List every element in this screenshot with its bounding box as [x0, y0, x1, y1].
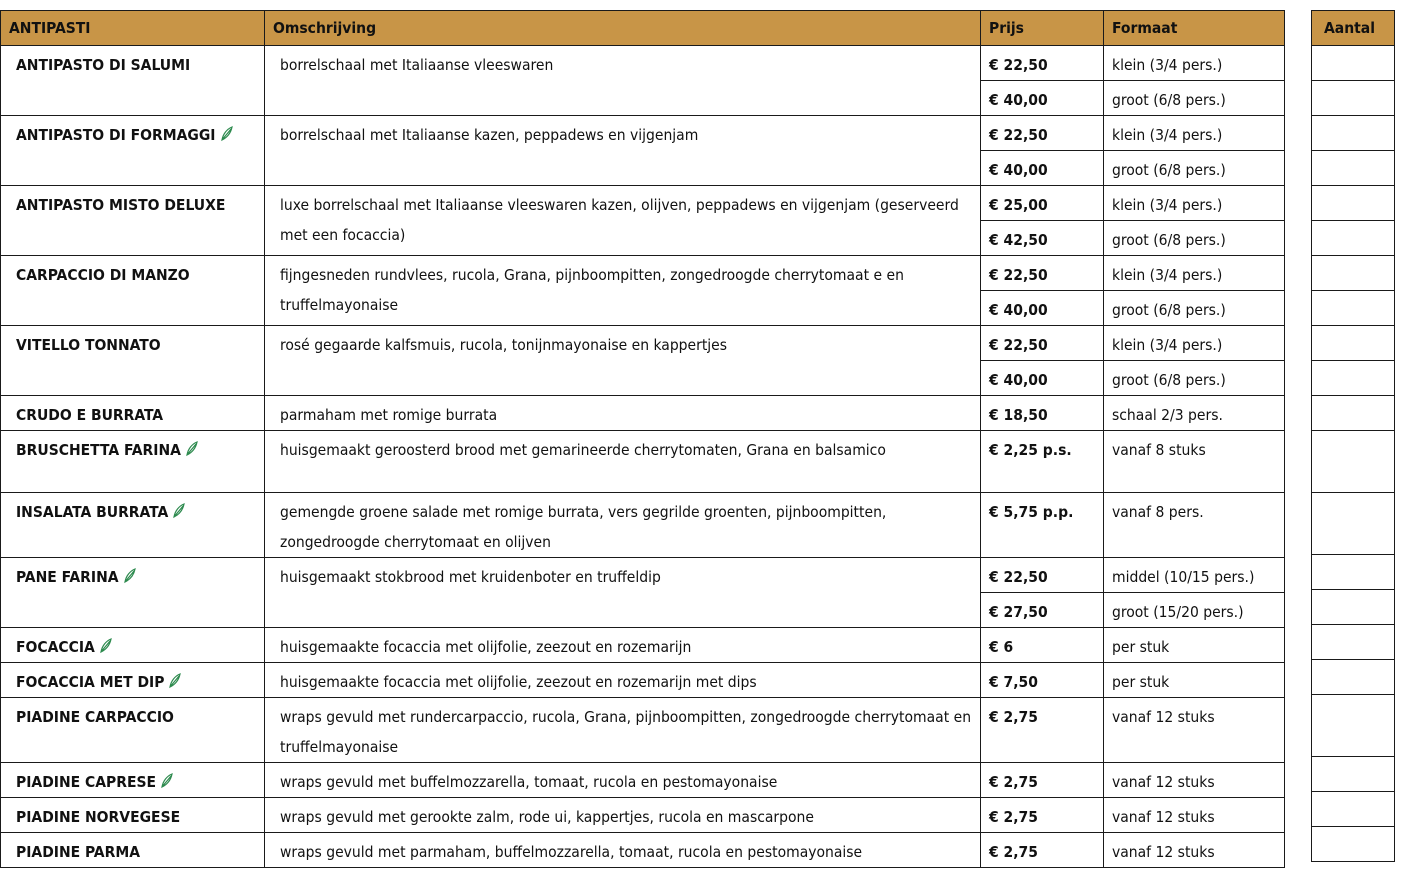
item-size: vanaf 12 stuks [1104, 763, 1285, 798]
header-row [1, 11, 1285, 46]
item-size: klein (3/4 pers.) [1104, 186, 1285, 221]
item-size: vanaf 8 stuks [1104, 431, 1285, 493]
item-name-cell [1, 763, 265, 798]
leaf-icon [168, 673, 182, 691]
item-size: groot (6/8 pers.) [1104, 291, 1285, 326]
item-name: PIADINE NORVEGESE [16, 808, 181, 826]
item-description: huisgemaakt stokbrood met kruidenboter en truffeldip [265, 558, 981, 628]
table-row [1, 763, 1285, 798]
item-description: huisgemaakte focaccia met olijfolie, zeezout en rozemarijn [265, 628, 981, 663]
quantity-cell[interactable] [1312, 493, 1395, 555]
item-price: € 42,50 [981, 221, 1104, 256]
item-price: € 2,75 [981, 698, 1104, 763]
quantity-row [1312, 291, 1395, 326]
quantity-cell[interactable] [1312, 625, 1395, 660]
item-size: middel (10/15 pers.) [1104, 558, 1285, 593]
quantity-row [1312, 46, 1395, 81]
item-description: gemengde groene salade met romige burrata, vers gegrilde groenten, pijnboompitten, zongedroogde cherrytomaat en olijven [265, 493, 981, 558]
leaf-icon [172, 503, 186, 521]
item-name-cell [1, 396, 265, 431]
quantity-cell[interactable] [1312, 396, 1395, 431]
quantity-cell[interactable] [1312, 46, 1395, 81]
item-name-cell [1, 186, 265, 256]
quantity-row [1312, 827, 1395, 862]
item-price: € 7,50 [981, 663, 1104, 698]
item-name: PIADINE CARPACCIO [16, 708, 174, 726]
table-row [1, 396, 1285, 431]
item-price: € 2,75 [981, 798, 1104, 833]
item-name-cell [1, 833, 265, 868]
quantity-cell[interactable] [1312, 221, 1395, 256]
item-name: CRUDO E BURRATA [16, 406, 164, 424]
quantity-header-row [1312, 11, 1395, 46]
table-row [1, 326, 1285, 361]
item-name-cell [1, 558, 265, 628]
quantity-cell[interactable] [1312, 792, 1395, 827]
item-description: borrelschaal met Italiaanse kazen, peppadews en vijgenjam [265, 116, 981, 186]
item-description: borrelschaal met Italiaanse vleeswaren [265, 46, 981, 116]
quantity-cell[interactable] [1312, 555, 1395, 590]
quantity-cell[interactable] [1312, 590, 1395, 625]
quantity-row [1312, 396, 1395, 431]
quantity-cell[interactable] [1312, 660, 1395, 695]
item-name: BRUSCHETTA FARINA [16, 441, 181, 459]
item-name: ANTIPASTO MISTO DELUXE [16, 196, 226, 214]
quantity-row [1312, 757, 1395, 792]
quantity-cell[interactable] [1312, 757, 1395, 792]
header-size: Formaat [1104, 11, 1285, 46]
quantity-cell[interactable] [1312, 256, 1395, 291]
header-name: ANTIPASTI [1, 11, 265, 46]
table-row [1, 798, 1285, 833]
leaf-icon [160, 773, 174, 791]
item-name-cell [1, 628, 265, 663]
item-size: per stuk [1104, 628, 1285, 663]
header-description: Omschrijving [265, 11, 981, 46]
item-description: parmaham met romige burrata [265, 396, 981, 431]
item-description: huisgemaakt geroosterd brood met gemarineerde cherrytomaten, Grana en balsamico [265, 431, 981, 493]
item-price: € 18,50 [981, 396, 1104, 431]
quantity-cell[interactable] [1312, 151, 1395, 186]
item-name: VITELLO TONNATO [16, 336, 161, 354]
item-price: € 25,00 [981, 186, 1104, 221]
leaf-icon [220, 126, 234, 144]
item-description: wraps gevuld met gerookte zalm, rode ui, kappertjes, rucola en mascarpone [265, 798, 981, 833]
item-description: wraps gevuld met parmaham, buffelmozzarella, tomaat, rucola en pestomayonaise [265, 833, 981, 868]
item-name-cell [1, 326, 265, 396]
quantity-row [1312, 493, 1395, 555]
item-price: € 22,50 [981, 558, 1104, 593]
item-description: huisgemaakte focaccia met olijfolie, zeezout en rozemarijn met dips [265, 663, 981, 698]
item-name-cell [1, 46, 265, 116]
item-description: wraps gevuld met buffelmozzarella, tomaat, rucola en pestomayonaise [265, 763, 981, 798]
item-name-cell [1, 698, 265, 763]
header-quantity: Aantal [1312, 11, 1395, 46]
item-name: FOCACCIA [16, 638, 95, 656]
item-price: € 40,00 [981, 291, 1104, 326]
item-price: € 2,75 [981, 763, 1104, 798]
item-size: vanaf 12 stuks [1104, 798, 1285, 833]
quantity-row [1312, 326, 1395, 361]
quantity-cell[interactable] [1312, 361, 1395, 396]
quantity-row [1312, 116, 1395, 151]
item-name-cell [1, 663, 265, 698]
quantity-row [1312, 695, 1395, 757]
quantity-cell[interactable] [1312, 695, 1395, 757]
item-price: € 5,75 p.p. [981, 493, 1104, 558]
quantity-row [1312, 151, 1395, 186]
table-row [1, 493, 1285, 558]
item-price: € 22,50 [981, 256, 1104, 291]
item-price: € 40,00 [981, 151, 1104, 186]
item-name: FOCACCIA MET DIP [16, 673, 165, 691]
table-row [1, 558, 1285, 593]
item-name: ANTIPASTO DI SALUMI [16, 56, 191, 74]
quantity-cell[interactable] [1312, 81, 1395, 116]
quantity-row [1312, 625, 1395, 660]
quantity-row [1312, 792, 1395, 827]
item-size: vanaf 8 pers. [1104, 493, 1285, 558]
item-name: ANTIPASTO DI FORMAGGI [16, 126, 216, 144]
quantity-row [1312, 431, 1395, 493]
quantity-row [1312, 256, 1395, 291]
quantity-row [1312, 555, 1395, 590]
item-size: per stuk [1104, 663, 1285, 698]
item-price: € 6 [981, 628, 1104, 663]
item-price: € 2,75 [981, 833, 1104, 868]
item-price: € 22,50 [981, 116, 1104, 151]
quantity-cell[interactable] [1312, 186, 1395, 221]
table-row [1, 186, 1285, 221]
header-price: Prijs [981, 11, 1104, 46]
item-price: € 22,50 [981, 326, 1104, 361]
item-price: € 40,00 [981, 361, 1104, 396]
item-size: schaal 2/3 pers. [1104, 396, 1285, 431]
quantity-row [1312, 590, 1395, 625]
table-row [1, 833, 1285, 868]
item-description: fijngesneden rundvlees, rucola, Grana, pijnboompitten, zongedroogde cherrytomaat e en truffelmayonaise [265, 256, 981, 326]
item-price: € 27,50 [981, 593, 1104, 628]
item-name-cell [1, 256, 265, 326]
item-description: luxe borrelschaal met Italiaanse vleeswaren kazen, olijven, peppadews en vijgenjam (geserveerd met een focaccia) [265, 186, 981, 256]
item-name-cell [1, 493, 265, 558]
item-price: € 22,50 [981, 46, 1104, 81]
item-name: CARPACCIO DI MANZO [16, 266, 190, 284]
item-description: rosé gegaarde kalfsmuis, rucola, tonijnmayonaise en kappertjes [265, 326, 981, 396]
quantity-row [1312, 221, 1395, 256]
item-size: groot (15/20 pers.) [1104, 593, 1285, 628]
item-size: klein (3/4 pers.) [1104, 256, 1285, 291]
quantity-cell[interactable] [1312, 116, 1395, 151]
item-size: klein (3/4 pers.) [1104, 326, 1285, 361]
table-row [1, 628, 1285, 663]
quantity-cell[interactable] [1312, 827, 1395, 862]
item-name: PIADINE PARMA [16, 843, 141, 861]
quantity-table [1311, 10, 1395, 862]
table-row [1, 256, 1285, 291]
table-row [1, 698, 1285, 763]
quantity-row [1312, 81, 1395, 116]
item-price: € 40,00 [981, 81, 1104, 116]
item-price: € 2,25 p.s. [981, 431, 1104, 493]
leaf-icon [185, 441, 199, 459]
table-row [1, 431, 1285, 493]
item-name-cell [1, 798, 265, 833]
item-description: wraps gevuld met rundercarpaccio, rucola, Grana, pijnboompitten, zongedroogde cherrytomaat en truffelmayonaise [265, 698, 981, 763]
item-size: groot (6/8 pers.) [1104, 361, 1285, 396]
quantity-cell[interactable] [1312, 431, 1395, 493]
item-size: vanaf 12 stuks [1104, 833, 1285, 868]
item-name-cell [1, 431, 265, 493]
item-size: groot (6/8 pers.) [1104, 81, 1285, 116]
leaf-icon [99, 638, 113, 656]
item-size: groot (6/8 pers.) [1104, 151, 1285, 186]
quantity-row [1312, 660, 1395, 695]
quantity-row [1312, 361, 1395, 396]
item-name: PANE FARINA [16, 568, 119, 586]
menu-table [0, 10, 1285, 868]
quantity-cell[interactable] [1312, 291, 1395, 326]
table-row [1, 46, 1285, 81]
table-row [1, 116, 1285, 151]
item-size: klein (3/4 pers.) [1104, 116, 1285, 151]
quantity-cell[interactable] [1312, 326, 1395, 361]
leaf-icon [123, 568, 137, 586]
item-size: klein (3/4 pers.) [1104, 46, 1285, 81]
item-name-cell [1, 116, 265, 186]
table-row [1, 663, 1285, 698]
item-name: INSALATA BURRATA [16, 503, 169, 521]
item-name: PIADINE CAPRESE [16, 773, 157, 791]
item-size: groot (6/8 pers.) [1104, 221, 1285, 256]
quantity-row [1312, 186, 1395, 221]
item-size: vanaf 12 stuks [1104, 698, 1285, 763]
